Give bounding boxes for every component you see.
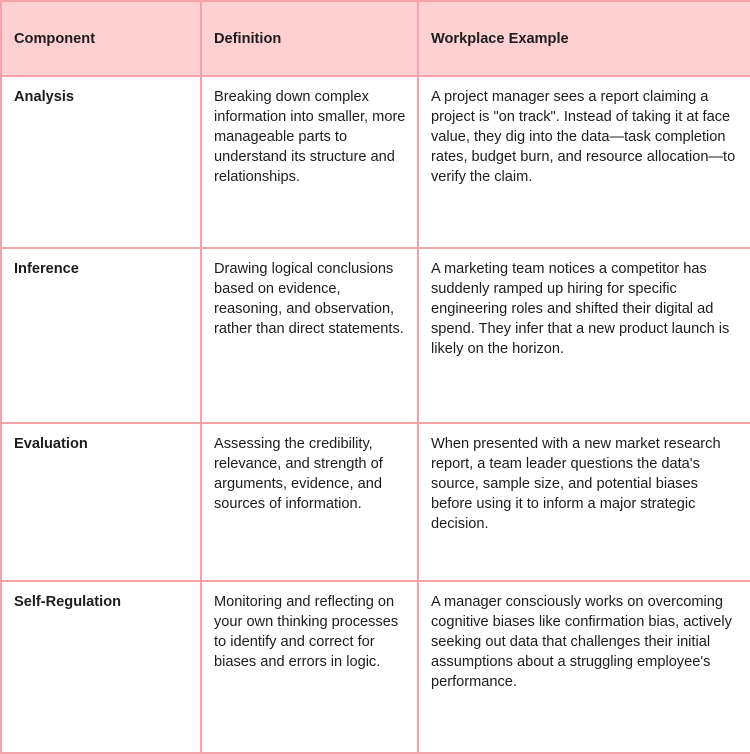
component-cell: Analysis (1, 76, 201, 248)
example-cell: A manager consciously works on overcoming cognitive biases like confirmation bias, actively seeking out data that challenges their initial assumptions about a struggling employee's performance. (418, 581, 750, 753)
definition-cell: Assessing the credibility, relevance, and strength of arguments, evidence, and sources of information. (201, 423, 418, 581)
header-component: Component (1, 1, 201, 76)
example-cell: When presented with a new market research report, a team leader questions the data's source, sample size, and potential biases before using it to inform a major strategic decision. (418, 423, 750, 581)
table-row (1, 423, 750, 581)
header-row (1, 1, 750, 76)
example-cell: A project manager sees a report claiming a project is "on track". Instead of taking it at face value, they dig into the data—task completion rates, budget burn, and resource allocation—to verify the claim. (418, 76, 750, 248)
definition-cell: Breaking down complex information into smaller, more manageable parts to understand its structure and relationships. (201, 76, 418, 248)
definition-cell: Drawing logical conclusions based on evidence, reasoning, and observation, rather than direct statements. (201, 248, 418, 423)
header-definition: Definition (201, 1, 418, 76)
component-cell: Self-Regulation (1, 581, 201, 753)
header-example: Workplace Example (418, 1, 750, 76)
definition-cell: Monitoring and reflecting on your own thinking processes to identify and correct for biases and errors in logic. (201, 581, 418, 753)
component-cell: Evaluation (1, 423, 201, 581)
table-row (1, 581, 750, 753)
table-row (1, 76, 750, 248)
example-cell: A marketing team notices a competitor has suddenly ramped up hiring for specific engineering roles and shifted their digital ad spend. They infer that a new product launch is likely on the horizon. (418, 248, 750, 423)
component-cell: Inference (1, 248, 201, 423)
table-row (1, 248, 750, 423)
